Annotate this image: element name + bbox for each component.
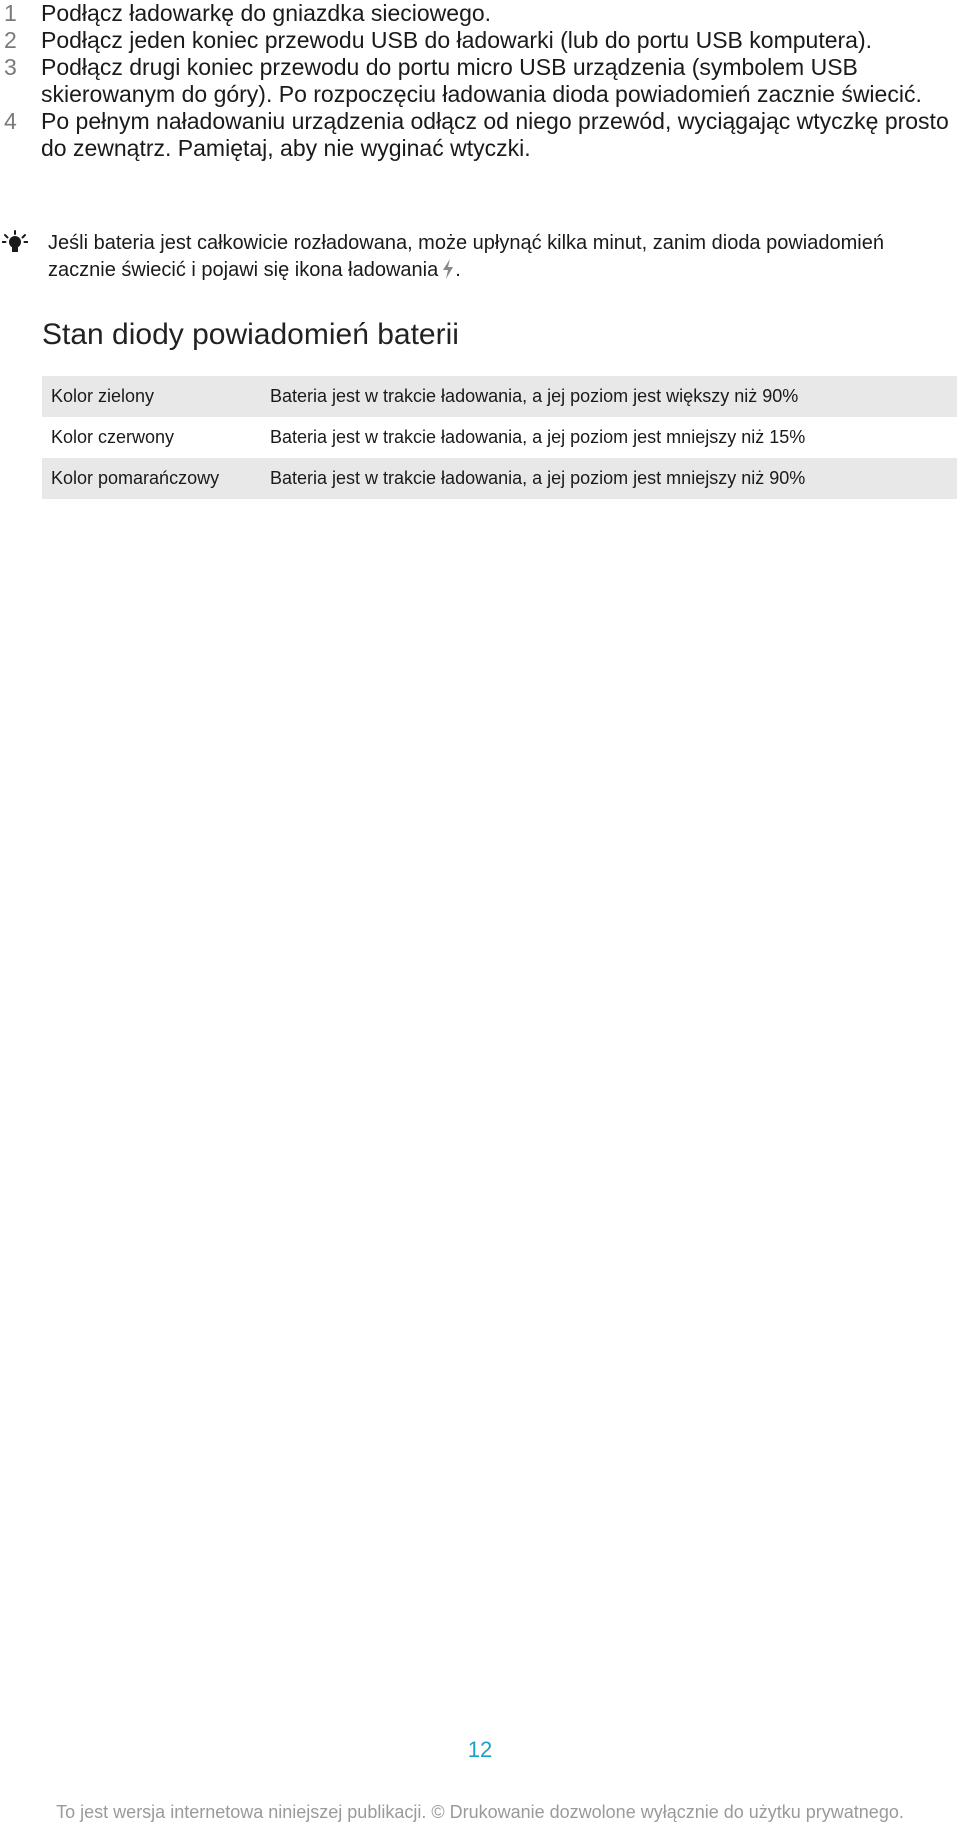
step-1 bbox=[0, 0, 960, 27]
table-row bbox=[42, 458, 957, 499]
step-text: Podłącz jeden koniec przewodu USB do ładowarki (lub do portu USB komputera). bbox=[41, 27, 872, 53]
instruction-steps bbox=[0, 0, 960, 162]
step-text: Po pełnym naładowaniu urządzenia odłącz od niego przewód, wyciągając wtyczkę prosto do zewnątrz. Pamiętaj, aby nie wyginać wtyczki. bbox=[41, 108, 949, 161]
step-3 bbox=[0, 54, 960, 108]
led-description-cell: Bateria jest w trakcie ładowania, a jej poziom jest mniejszy niż 15% bbox=[270, 427, 806, 447]
step-number: 3 bbox=[4, 54, 17, 80]
page-number: 12 bbox=[467, 1737, 493, 1762]
section-title: Stan diody powiadomień baterii bbox=[42, 318, 459, 351]
charging-bolt-icon bbox=[441, 259, 455, 279]
lightbulb-icon bbox=[2, 230, 28, 256]
led-description-cell: Bateria jest w trakcie ładowania, a jej poziom jest większy niż 90% bbox=[270, 386, 799, 406]
led-color-cell: Kolor pomarańczowy bbox=[51, 468, 220, 488]
step-2 bbox=[0, 27, 960, 54]
step-text: Podłącz ładowarkę do gniazdka sieciowego. bbox=[41, 0, 492, 26]
led-color-cell: Kolor zielony bbox=[51, 386, 155, 406]
step-text: Podłącz drugi koniec przewodu do portu micro USB urządzenia (symbolem USB skierowanym do góry). Po rozpoczęciu ładowania dioda powiadomień zacznie świecić. bbox=[41, 54, 922, 107]
step-number: 1 bbox=[4, 0, 17, 26]
led-color-cell: Kolor czerwony bbox=[51, 427, 175, 447]
battery-led-table bbox=[42, 376, 957, 499]
tip-text: Jeśli bateria jest całkowicie rozładowana, może upłynąć kilka minut, zanim dioda powiadomień zacznie świecić i pojawi się ikona ładowania . bbox=[48, 232, 884, 281]
step-number: 2 bbox=[4, 27, 17, 53]
table-row bbox=[42, 376, 957, 417]
step-4 bbox=[0, 108, 960, 162]
table-row bbox=[42, 417, 957, 458]
footer-notice: To jest wersja internetowa niniejszej publikacji. © Drukowanie dozwolone wyłącznie do użytku prywatnego. bbox=[56, 1802, 904, 1822]
step-number: 4 bbox=[4, 108, 17, 134]
led-description-cell: Bateria jest w trakcie ładowania, a jej poziom jest mniejszy niż 90% bbox=[270, 468, 806, 488]
